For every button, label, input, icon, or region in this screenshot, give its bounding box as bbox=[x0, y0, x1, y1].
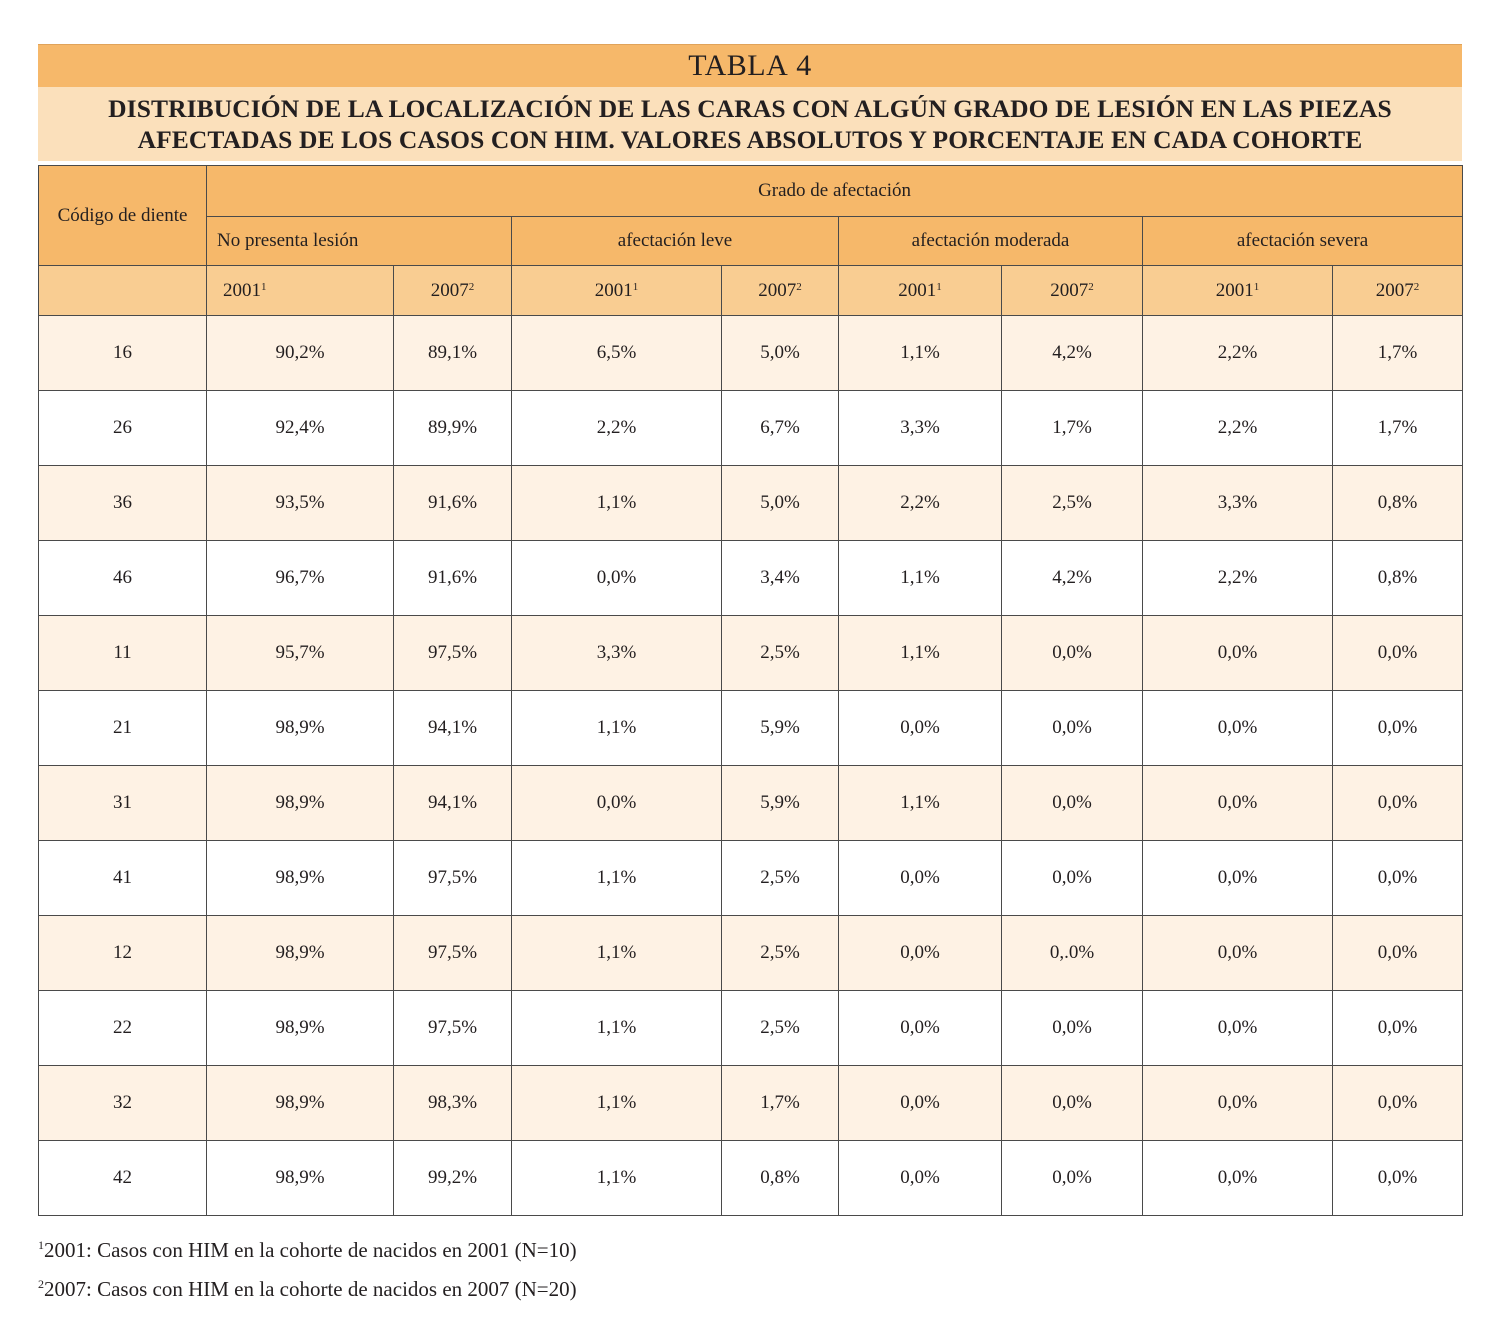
value-cell: 0,0% bbox=[1002, 691, 1143, 766]
value-cell: 6,5% bbox=[512, 316, 722, 391]
footnote-2 bbox=[38, 1267, 577, 1306]
value-cell: 2,2% bbox=[1143, 541, 1333, 616]
tooth-code-cell: 26 bbox=[39, 391, 207, 466]
value-cell: 1,1% bbox=[839, 316, 1002, 391]
tooth-code-cell: 22 bbox=[39, 991, 207, 1066]
year-label: 2007 bbox=[758, 279, 797, 301]
value-cell: 98,9% bbox=[207, 1066, 394, 1141]
value-cell: 5,0% bbox=[722, 316, 839, 391]
year-sup: 2 bbox=[1088, 280, 1094, 293]
table-row bbox=[39, 766, 1463, 841]
year-sup: 1 bbox=[261, 280, 267, 293]
value-cell: 1,1% bbox=[512, 991, 722, 1066]
value-cell: 6,7% bbox=[722, 391, 839, 466]
value-cell: 0,0% bbox=[1143, 916, 1333, 991]
value-cell: 2,2% bbox=[1143, 316, 1333, 391]
value-cell: 0,0% bbox=[1002, 841, 1143, 916]
value-cell: 1,1% bbox=[512, 691, 722, 766]
table-subtitle bbox=[38, 87, 1462, 161]
header-year-2007 bbox=[1333, 266, 1463, 316]
table-row bbox=[39, 1141, 1463, 1216]
header-year-2001 bbox=[512, 266, 722, 316]
value-cell: 3,4% bbox=[722, 541, 839, 616]
footnote-text: 2007: Casos con HIM en la cohorte de nacidos en 2007 (N=20) bbox=[44, 1277, 577, 1301]
value-cell: 0,0% bbox=[1002, 616, 1143, 691]
value-cell: 96,7% bbox=[207, 541, 394, 616]
year-label: 2001 bbox=[898, 279, 937, 301]
value-cell: 98,9% bbox=[207, 991, 394, 1066]
value-cell: 0,0% bbox=[512, 766, 722, 841]
value-cell: 93,5% bbox=[207, 466, 394, 541]
value-cell: 90,2% bbox=[207, 316, 394, 391]
value-cell: 1,1% bbox=[512, 466, 722, 541]
value-cell: 95,7% bbox=[207, 616, 394, 691]
footnote-sup: 2 bbox=[38, 1277, 44, 1291]
value-cell: 0,0% bbox=[1143, 841, 1333, 916]
value-cell: 0,0% bbox=[1143, 1066, 1333, 1141]
tooth-code-cell: 31 bbox=[39, 766, 207, 841]
tooth-code-cell: 12 bbox=[39, 916, 207, 991]
header-year-2007 bbox=[1002, 266, 1143, 316]
value-cell: 3,3% bbox=[1143, 466, 1333, 541]
value-cell: 2,2% bbox=[1143, 391, 1333, 466]
value-cell: 0,0% bbox=[512, 541, 722, 616]
year-sup: 2 bbox=[468, 280, 475, 293]
year-label: 2007 bbox=[430, 279, 469, 301]
table-row bbox=[39, 841, 1463, 916]
table-row bbox=[39, 391, 1463, 466]
header-category-moderate: afectación moderada bbox=[839, 217, 1143, 266]
value-cell: 2,2% bbox=[839, 466, 1002, 541]
value-cell: 1,7% bbox=[1333, 316, 1463, 391]
value-cell: 0,0% bbox=[839, 1141, 1002, 1216]
table-row bbox=[39, 616, 1463, 691]
year-label: 2007 bbox=[1050, 279, 1089, 301]
value-cell: 0,0% bbox=[1002, 1141, 1143, 1216]
table-title-label: TABLA bbox=[688, 49, 789, 82]
header-code: Código de diente bbox=[39, 166, 207, 266]
table-subtitle-line-1: DISTRIBUCIÓN DE LA LOCALIZACIÓN DE LAS CARAS CON ALGÚN GRADO DE LESIÓN EN LAS PIEZAS bbox=[108, 94, 1392, 123]
value-cell: 91,6% bbox=[394, 466, 512, 541]
value-cell: 2,5% bbox=[722, 916, 839, 991]
header-year-2007 bbox=[394, 266, 512, 316]
value-cell: 97,5% bbox=[394, 916, 512, 991]
value-cell: 2,5% bbox=[722, 991, 839, 1066]
value-cell: 1,7% bbox=[1002, 391, 1143, 466]
value-cell: 0,0% bbox=[1333, 1066, 1463, 1141]
value-cell: 98,9% bbox=[207, 766, 394, 841]
value-cell: 0,0% bbox=[1143, 691, 1333, 766]
value-cell: 97,5% bbox=[394, 616, 512, 691]
header-empty-cell bbox=[39, 266, 207, 316]
value-cell: 2,5% bbox=[722, 616, 839, 691]
year-sup: 1 bbox=[632, 280, 639, 293]
table-subtitle-line-2: AFECTADAS DE LOS CASOS CON HIM. VALORES ABSOLUTOS Y PORCENTAJE EN CADA COHORTE bbox=[137, 125, 1363, 154]
value-cell: 0,0% bbox=[1143, 616, 1333, 691]
value-cell: 0,0% bbox=[1333, 916, 1463, 991]
table-row bbox=[39, 991, 1463, 1066]
value-cell: 1,1% bbox=[512, 841, 722, 916]
table-row bbox=[39, 541, 1463, 616]
value-cell: 0,0% bbox=[1333, 991, 1463, 1066]
value-cell: 2,5% bbox=[722, 841, 839, 916]
footnote-text: 2001: Casos con HIM en la cohorte de nacidos en 2001 (N=10) bbox=[44, 1238, 577, 1262]
value-cell: 3,3% bbox=[512, 616, 722, 691]
value-cell: 0,0% bbox=[1333, 616, 1463, 691]
value-cell: 92,4% bbox=[207, 391, 394, 466]
value-cell: 0,0% bbox=[839, 841, 1002, 916]
value-cell: 0,8% bbox=[1333, 466, 1463, 541]
header-year-2001 bbox=[1143, 266, 1333, 316]
tooth-code-cell: 21 bbox=[39, 691, 207, 766]
value-cell: 1,1% bbox=[839, 616, 1002, 691]
value-cell: 89,9% bbox=[394, 391, 512, 466]
value-cell: 97,5% bbox=[394, 991, 512, 1066]
value-cell: 0,8% bbox=[722, 1141, 839, 1216]
header-group: Grado de afectación bbox=[207, 166, 1463, 217]
footnote-sup: 1 bbox=[38, 1238, 44, 1252]
table-row bbox=[39, 916, 1463, 991]
table-row bbox=[39, 316, 1463, 391]
value-cell: 0,0% bbox=[1143, 991, 1333, 1066]
table-frame bbox=[38, 44, 1462, 1216]
value-cell: 3,3% bbox=[839, 391, 1002, 466]
header-category-severe: afectación severa bbox=[1143, 217, 1463, 266]
header-year-2001 bbox=[207, 266, 394, 316]
value-cell: 2,2% bbox=[512, 391, 722, 466]
header-row-categories bbox=[39, 217, 1463, 266]
table-title bbox=[38, 44, 1462, 87]
value-cell: 94,1% bbox=[394, 766, 512, 841]
value-cell: 1,1% bbox=[512, 1066, 722, 1141]
footnotes bbox=[38, 1228, 577, 1306]
value-cell: 0,0% bbox=[1002, 991, 1143, 1066]
value-cell: 98,9% bbox=[207, 691, 394, 766]
header-row-years bbox=[39, 266, 1463, 316]
header-category-none: No presenta lesión bbox=[207, 217, 512, 266]
value-cell: 1,7% bbox=[1333, 391, 1463, 466]
value-cell: 1,1% bbox=[512, 916, 722, 991]
value-cell: 0,0% bbox=[1002, 766, 1143, 841]
value-cell: 94,1% bbox=[394, 691, 512, 766]
value-cell: 0,8% bbox=[1333, 541, 1463, 616]
value-cell: 98,3% bbox=[394, 1066, 512, 1141]
tooth-code-cell: 46 bbox=[39, 541, 207, 616]
tooth-code-cell: 41 bbox=[39, 841, 207, 916]
value-cell: 0,0% bbox=[1143, 1141, 1333, 1216]
value-cell: 5,0% bbox=[722, 466, 839, 541]
value-cell: 89,1% bbox=[394, 316, 512, 391]
value-cell: 0,0% bbox=[839, 916, 1002, 991]
value-cell: 2,5% bbox=[1002, 466, 1143, 541]
value-cell: 4,2% bbox=[1002, 316, 1143, 391]
year-label: 2007 bbox=[1375, 279, 1414, 301]
year-sup: 2 bbox=[1413, 280, 1420, 293]
value-cell: 5,9% bbox=[722, 766, 839, 841]
value-cell: 5,9% bbox=[722, 691, 839, 766]
year-sup: 1 bbox=[1253, 280, 1260, 293]
table-row bbox=[39, 1066, 1463, 1141]
header-year-2007 bbox=[722, 266, 839, 316]
value-cell: 98,9% bbox=[207, 1141, 394, 1216]
value-cell: 98,9% bbox=[207, 916, 394, 991]
tooth-code-cell: 36 bbox=[39, 466, 207, 541]
value-cell: 91,6% bbox=[394, 541, 512, 616]
footnote-1 bbox=[38, 1228, 577, 1267]
value-cell: 0,0% bbox=[839, 991, 1002, 1066]
value-cell: 1,1% bbox=[512, 1141, 722, 1216]
table-row bbox=[39, 691, 1463, 766]
value-cell: 4,2% bbox=[1002, 541, 1143, 616]
value-cell: 1,7% bbox=[722, 1066, 839, 1141]
value-cell: 0,0% bbox=[1002, 1066, 1143, 1141]
year-sup: 1 bbox=[936, 280, 942, 293]
value-cell: 1,1% bbox=[839, 766, 1002, 841]
value-cell: 0,0% bbox=[1333, 766, 1463, 841]
year-label: 2001 bbox=[223, 279, 261, 301]
tooth-code-cell: 11 bbox=[39, 616, 207, 691]
tooth-code-cell: 32 bbox=[39, 1066, 207, 1141]
value-cell: 0,0% bbox=[1143, 766, 1333, 841]
year-sup: 2 bbox=[796, 280, 802, 293]
value-cell: 97,5% bbox=[394, 841, 512, 916]
value-cell: 0,0% bbox=[1333, 841, 1463, 916]
table-row bbox=[39, 466, 1463, 541]
value-cell: 1,1% bbox=[839, 541, 1002, 616]
value-cell: 0,0% bbox=[839, 691, 1002, 766]
value-cell: 0,0% bbox=[1333, 1141, 1463, 1216]
value-cell: 0,.0% bbox=[1002, 916, 1143, 991]
value-cell: 99,2% bbox=[394, 1141, 512, 1216]
header-category-mild: afectación leve bbox=[512, 217, 839, 266]
data-table bbox=[38, 165, 1463, 1216]
value-cell: 0,0% bbox=[839, 1066, 1002, 1141]
year-label: 2001 bbox=[1215, 279, 1254, 301]
header-year-2001 bbox=[839, 266, 1002, 316]
tooth-code-cell: 16 bbox=[39, 316, 207, 391]
table-title-number: 4 bbox=[796, 49, 812, 82]
year-label: 2001 bbox=[594, 279, 633, 301]
value-cell: 98,9% bbox=[207, 841, 394, 916]
tooth-code-cell: 42 bbox=[39, 1141, 207, 1216]
header-row-group bbox=[39, 166, 1463, 217]
value-cell: 0,0% bbox=[1333, 691, 1463, 766]
